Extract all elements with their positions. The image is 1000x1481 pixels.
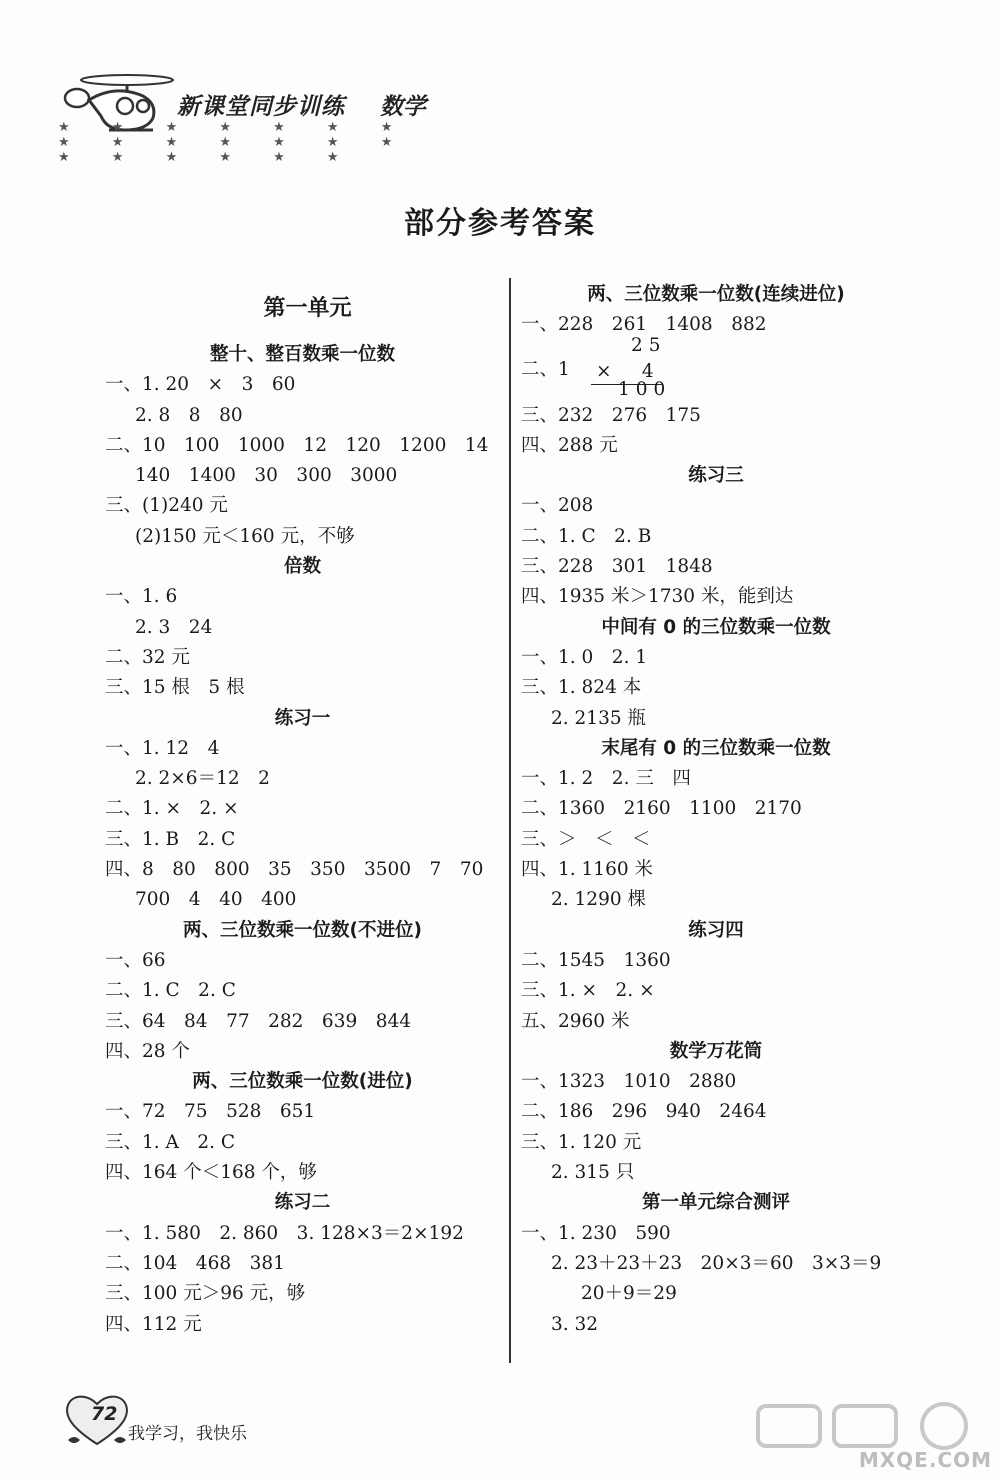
answer-line: 三、100 元＞96 元，够 xyxy=(105,1283,306,1305)
answer-line: 二、1545 1360 xyxy=(521,949,671,971)
page-number: 72 xyxy=(91,1403,118,1425)
column-divider xyxy=(509,278,511,1363)
section-title: 两、三位数乘一位数(不进位) xyxy=(183,919,422,941)
answer-line: 2. 8 8 80 xyxy=(135,404,243,426)
page-title: 部分参考答案 xyxy=(404,206,596,241)
answer-line: (2)150 元＜160 元，不够 xyxy=(135,525,355,547)
answer-line: 一、228 261 1408 882 xyxy=(521,314,767,336)
answer-line: 三、15 根 5 根 xyxy=(105,677,245,699)
answer-line: 四、1. 1160 米 xyxy=(521,859,653,881)
header xyxy=(55,70,455,165)
section-title: 整十、整百数乘一位数 xyxy=(209,344,395,365)
answer-line: 三、1. B 2. C xyxy=(105,828,236,850)
section-title: 倍数 xyxy=(283,556,321,578)
answer-line: 三、64 84 77 282 639 844 xyxy=(105,1010,412,1032)
answer-line: 3. 32 xyxy=(551,1313,599,1335)
watermark-url: MXQE.COM xyxy=(858,1448,992,1472)
answer-line: 2. 2×6＝12 2 xyxy=(135,768,270,790)
answer-line: 20＋9＝29 xyxy=(581,1283,677,1305)
unit-title: 第一单元 xyxy=(263,296,352,321)
subject-title: 数学 xyxy=(380,94,426,120)
answer-line: 二、1. C 2. B xyxy=(521,525,652,547)
answer-line: 四、112 元 xyxy=(105,1313,202,1335)
answer-line: 三、＞ ＜ ＜ xyxy=(521,828,651,850)
answer-line: 一、1323 1010 2880 xyxy=(521,1071,737,1093)
star-decoration: ★ ★ ★ ★ ★ ★ ★ ★ ★ ★ ★ ★ ★ ★ ★ ★ ★ ★ ★ ★ xyxy=(58,120,412,165)
section-title: 练习二 xyxy=(274,1192,331,1214)
answer-line: 二、186 296 940 2464 xyxy=(521,1101,767,1123)
answer-line: 2. 3 24 xyxy=(135,616,213,638)
answer-line: 2. 315 只 xyxy=(551,1162,635,1184)
answer-line: 二、104 468 381 xyxy=(105,1252,285,1274)
answer-line: 二、1360 2160 1100 2170 xyxy=(521,798,802,820)
answer-line: 三、1. × 2. × xyxy=(521,980,655,1002)
answer-line: 二、1. × 2. × xyxy=(105,798,239,820)
answer-line: 四、28 个 xyxy=(105,1040,190,1062)
answer-line: 三、(1)240 元 xyxy=(105,495,228,517)
answer-line: 四、288 元 xyxy=(521,434,618,456)
answer-line: 五、2960 米 xyxy=(521,1010,630,1032)
section-title: 两、三位数乘一位数(进位) xyxy=(192,1071,413,1093)
answer-line: 一、1. 12 4 xyxy=(105,737,220,759)
section-title: 数学万花筒 xyxy=(669,1040,763,1062)
answer-line: 2. 23＋23＋23 20×3＝60 3×3＝9 xyxy=(551,1252,882,1274)
answer-line: 2. 1290 棵 xyxy=(551,889,646,911)
footer-slogan: 我学习，我快乐 xyxy=(128,1424,247,1444)
answer-line: 一、1. 2 2. 三 四 xyxy=(521,768,691,790)
answer-line: 一、1. 0 2. 1 xyxy=(521,646,648,668)
answer-line: 一、72 75 528 651 xyxy=(105,1101,316,1123)
answer-line: 三、1. 824 本 xyxy=(521,677,642,699)
answer-line: 四、164 个＜168 个，够 xyxy=(105,1162,317,1184)
section-title: 末尾有 0 的三位数乘一位数 xyxy=(601,737,831,759)
product: 100 xyxy=(618,378,672,400)
section-title: 练习四 xyxy=(688,919,744,941)
question-label: 二、1 xyxy=(521,358,570,380)
section-title: 第一单元综合测评 xyxy=(641,1192,790,1214)
answer-line: 二、32 元 xyxy=(105,646,190,668)
section-title: 练习一 xyxy=(274,707,331,729)
multiplier: × 4 xyxy=(596,360,656,382)
right-column xyxy=(521,280,911,1340)
answer-line: 一、66 xyxy=(105,949,166,971)
answer-line: 2. 2135 瓶 xyxy=(551,707,646,729)
answer-line: 一、1. 20 × 3 60 xyxy=(105,374,296,396)
answer-line: 二、1. C 2. C xyxy=(105,980,236,1002)
series-title: 新课堂同步训练 xyxy=(177,94,345,120)
answer-line: 三、1. A 2. C xyxy=(105,1131,236,1153)
answer-line: 一、1. 230 590 xyxy=(521,1222,671,1244)
answer-line: 一、208 xyxy=(521,495,594,517)
answer-line: 四、1935 米＞1730 米，能到达 xyxy=(521,586,794,608)
answer-line: 三、1. 120 元 xyxy=(521,1131,642,1153)
answer-line: 二、10 100 1000 12 120 1200 14 xyxy=(105,434,489,456)
section-title: 中间有 0 的三位数乘一位数 xyxy=(601,616,831,638)
answer-line: 140 1400 30 300 3000 xyxy=(135,465,398,487)
answer-line: 三、228 301 1848 xyxy=(521,556,713,578)
answer-line: 三、232 276 175 xyxy=(521,404,701,426)
left-column xyxy=(105,280,500,1340)
vertical-multiplication xyxy=(521,334,911,401)
answer-line: 一、1. 6 xyxy=(105,586,178,608)
multiplicand: 25 xyxy=(631,334,667,356)
section-title: 两、三位数乘一位数(连续进位) xyxy=(587,284,845,305)
answer-line: 700 4 40 400 xyxy=(135,889,297,911)
answer-line: 四、8 80 800 35 350 3500 7 70 xyxy=(105,859,484,881)
section-title: 练习三 xyxy=(688,465,744,487)
answer-line: 一、1. 580 2. 860 3. 128×3＝2×192 xyxy=(105,1222,464,1244)
